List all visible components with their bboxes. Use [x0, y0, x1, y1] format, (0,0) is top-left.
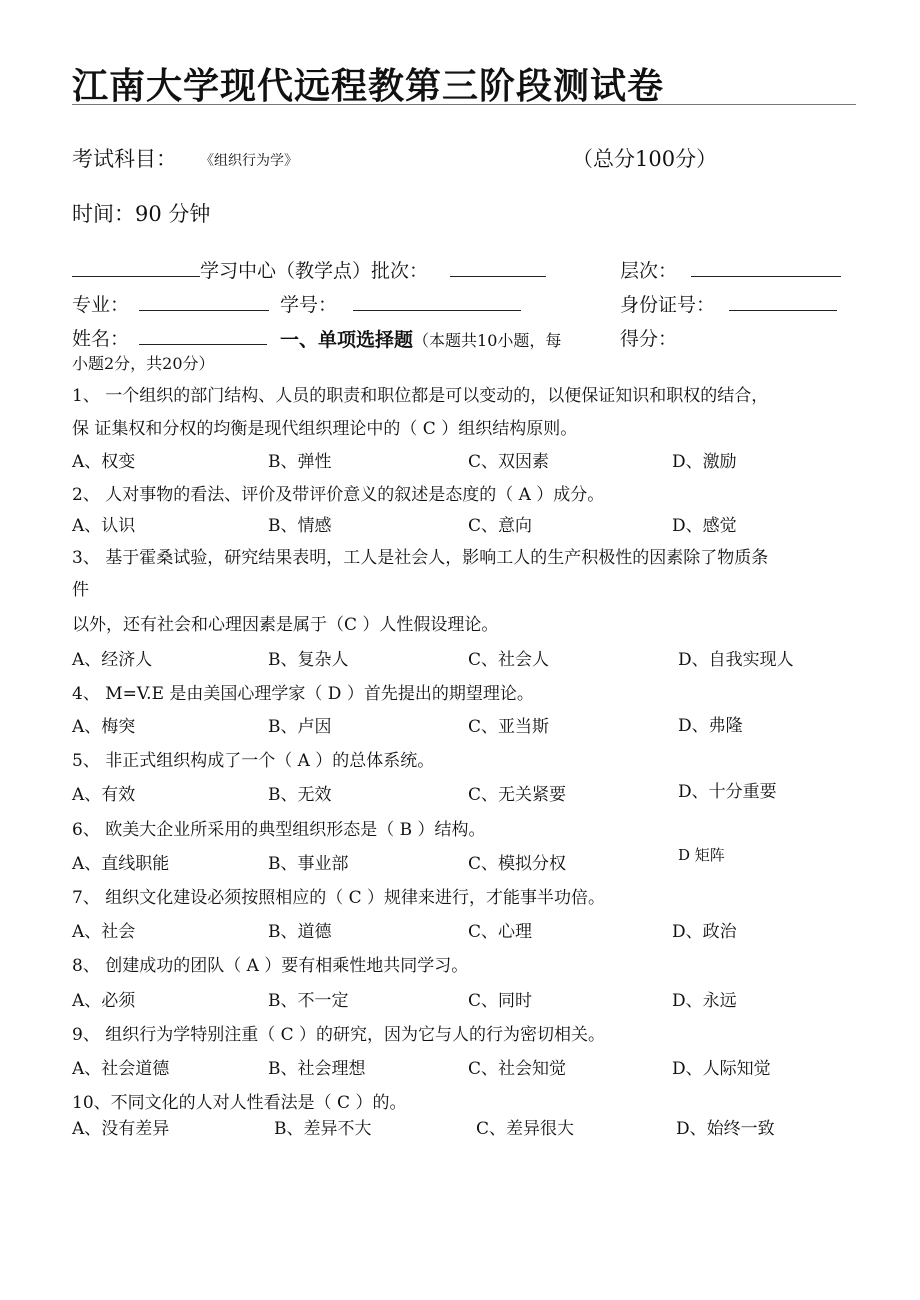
option-b: B、事业部	[268, 854, 349, 874]
option-b: B、情感	[268, 516, 332, 536]
option-a: A、有效	[72, 785, 136, 805]
option-d: D、十分重要	[678, 782, 777, 802]
id-blank[interactable]	[729, 294, 837, 311]
option-d: D、政治	[672, 922, 737, 942]
page-title: 江南大学现代远程教第三阶段测试卷	[72, 66, 665, 107]
question-stem: 4、 M=V.E 是由美国心理学家（ D ）首先提出的期望理论。	[72, 684, 534, 704]
question-stem: 7、 组织文化建设必须按照相应的（ C ）规律来进行，才能事半功倍。	[72, 888, 606, 908]
level-blank[interactable]	[691, 260, 841, 277]
option-b: B、卢因	[268, 717, 332, 737]
major-blank[interactable]	[139, 294, 269, 311]
option-c: C、意向	[468, 516, 533, 536]
option-a: A、直线职能	[72, 854, 170, 874]
option-a: A、社会道德	[72, 1059, 170, 1079]
name-blank[interactable]	[139, 328, 267, 345]
option-c: C、差异很大	[476, 1119, 575, 1139]
total-score: （总分100分）	[572, 147, 718, 171]
option-a: A、没有差异	[72, 1119, 170, 1139]
question-stem: 6、 欧美大企业所采用的典型组织形态是（ B ）结构。	[72, 820, 486, 840]
option-c: C、模拟分权	[468, 854, 567, 874]
option-b: B、不一定	[268, 991, 349, 1011]
option-c: C、双因素	[468, 452, 550, 472]
center-blank[interactable]	[72, 260, 200, 277]
score-label: 得分：	[620, 328, 678, 350]
option-c: C、无关紧要	[468, 785, 567, 805]
exam-time: 时间：90 分钟	[72, 202, 211, 226]
question-stem-cont: 以外，还有社会和心理因素是属于（C ）人性假设理论。	[72, 615, 499, 635]
center-field	[72, 256, 546, 283]
question-stem: 3、 基于霍桑试验，研究结果表明，工人是社会人，影响工人的生产积极性的因素除了物质条	[72, 548, 769, 568]
option-d: D、人际知觉	[672, 1059, 771, 1079]
option-d: D、始终一致	[676, 1119, 775, 1139]
option-c: C、社会人	[468, 650, 550, 670]
title-divider	[72, 104, 856, 105]
subject-label: 考试科目：	[72, 147, 177, 171]
question-stem: 10、不同文化的人对人性看法是（ C ）的。	[72, 1093, 407, 1113]
level-field	[620, 256, 841, 283]
option-a: A、必须	[72, 991, 136, 1011]
question-stem: 5、 非正式组织构成了一个（ A ）的总体系统。	[72, 751, 435, 771]
id-field	[620, 290, 837, 317]
option-d: D、自我实现人	[678, 650, 794, 670]
question-stem: 9、 组织行为学特别注重（ C ）的研究，因为它与人的行为密切相关。	[72, 1025, 606, 1045]
option-a: A、梅突	[72, 717, 136, 737]
option-a: A、经济人	[72, 650, 153, 670]
option-b: B、无效	[268, 785, 332, 805]
option-d: D、永远	[672, 991, 737, 1011]
name-field	[72, 324, 267, 351]
question-stem: 1、 一个组织的部门结构、人员的职责和职位都是可以变动的，以便保证知识和职权的结合，	[72, 386, 769, 406]
option-a: A、社会	[72, 922, 136, 942]
question-stem-cont: 保 证集权和分权的均衡是现代组织理论中的（ C ）组织结构原则。	[72, 419, 578, 439]
major-field	[72, 290, 269, 317]
option-c: C、心理	[468, 922, 533, 942]
center-label: 学习中心（教学点）批次：	[200, 260, 429, 282]
batch-blank[interactable]	[450, 260, 546, 277]
option-a: A、认识	[72, 516, 136, 536]
option-a: A、权变	[72, 452, 136, 472]
option-c: C、社会知觉	[468, 1059, 567, 1079]
option-d: D 矩阵	[678, 846, 725, 864]
option-d: D、感觉	[672, 516, 737, 536]
option-b: B、差异不大	[274, 1119, 372, 1139]
option-c: C、亚当斯	[468, 717, 550, 737]
question-stem: 2、 人对事物的看法、评价及带评价意义的叙述是态度的（ A ）成分。	[72, 485, 605, 505]
level-label: 层次：	[620, 260, 678, 282]
option-d: D、弗隆	[678, 716, 743, 736]
section-desc-cont: 小题2分，共20分）	[72, 354, 215, 373]
section-heading	[280, 325, 561, 352]
student-no-field	[280, 290, 521, 317]
id-label: 身份证号：	[620, 294, 716, 316]
option-b: B、弹性	[268, 452, 332, 472]
option-b: B、道德	[268, 922, 332, 942]
student-no-blank[interactable]	[353, 294, 521, 311]
option-b: B、复杂人	[268, 650, 349, 670]
section-desc: （本题共10小题，每	[413, 331, 562, 350]
student-no-label: 学号：	[280, 294, 338, 316]
option-b: B、社会理想	[268, 1059, 366, 1079]
question-stem-cont: 件	[72, 580, 89, 600]
subject-name: 《组织行为学》	[200, 153, 298, 169]
option-d: D、激励	[672, 452, 737, 472]
section-title: 一、单项选择题	[280, 329, 414, 351]
question-stem: 8、 创建成功的团队（ A ）要有相乘性地共同学习。	[72, 956, 469, 976]
major-label: 专业：	[72, 294, 130, 316]
name-label: 姓名：	[72, 328, 130, 350]
option-c: C、同时	[468, 991, 533, 1011]
